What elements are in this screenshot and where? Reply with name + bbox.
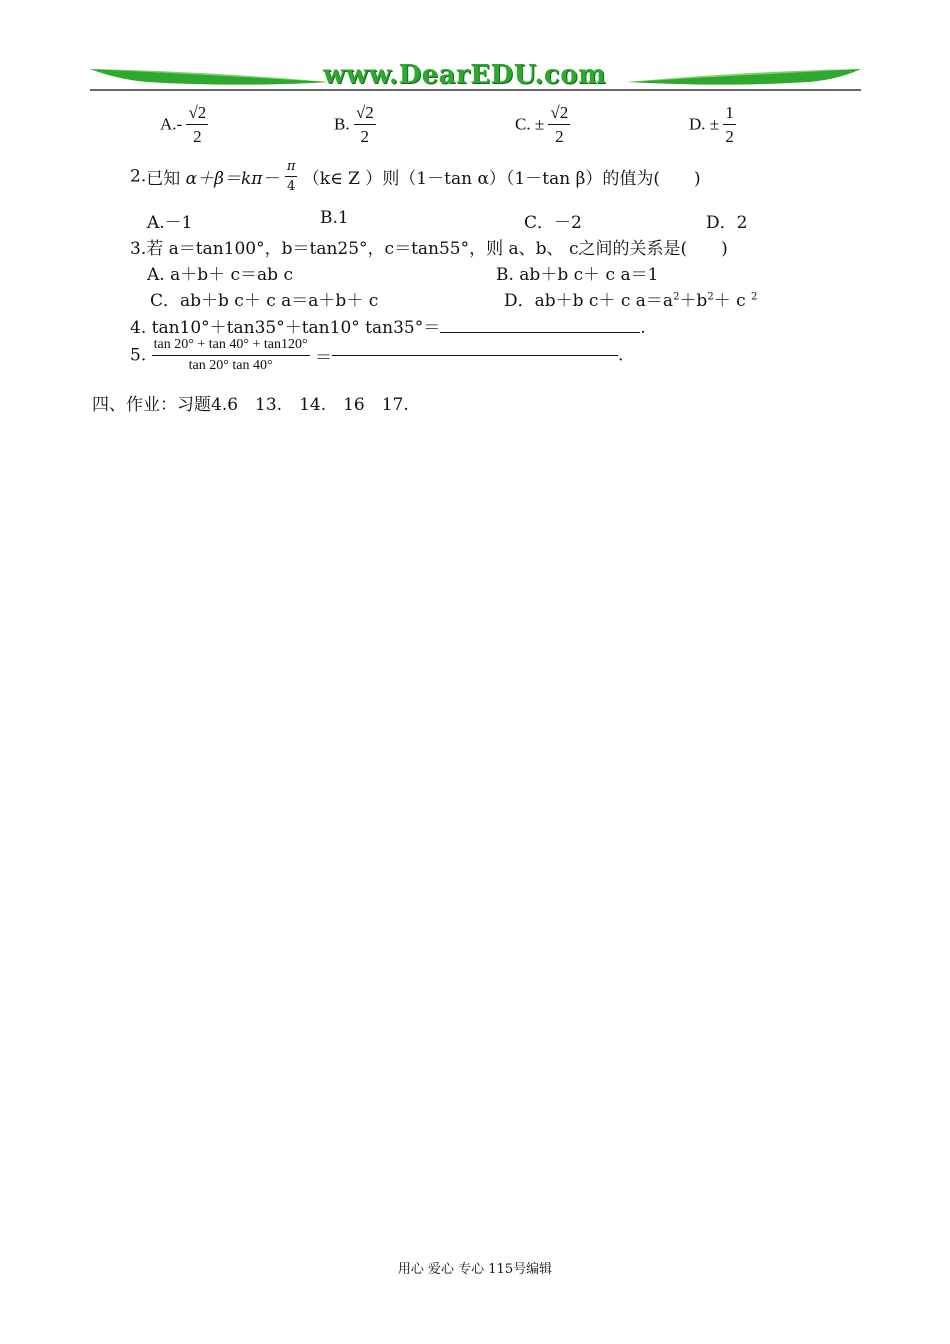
q2-k-pi: kπ－ [240, 169, 280, 189]
q1-option-a-den: 2 [193, 127, 202, 146]
q1-option-b-fraction: $\frac{√2}{2}$ [355, 103, 374, 146]
q2-option-c: C．－2 [524, 213, 582, 233]
q4-line [130, 313, 646, 338]
q1-option-a-num: 2 [197, 103, 207, 122]
q2-frac-num: π [285, 160, 298, 177]
q1-option-d-den: 2 [725, 127, 734, 146]
homework-line: 四、作业：习题4.6 13. 14. 16 17. [92, 395, 409, 415]
q1-option-a-fraction: $\frac{√2}{2}$ [188, 103, 207, 146]
q2-alpha-beta: α＋β＝ [185, 169, 241, 189]
q4-stem: 4. tan10°＋tan35°＋tan10° tan35°＝ [130, 318, 441, 338]
q3-option-d-prefix: D．ab＋b c＋ c a＝a [504, 291, 674, 311]
q2-pi-fraction [285, 160, 298, 193]
q1-option-d-num: 1 [723, 104, 736, 125]
q1-option-c [515, 104, 570, 145]
q3-option-d-mid: ＋b [679, 291, 708, 311]
q5-answer-blank[interactable] [332, 355, 618, 356]
q1-option-c-num: 2 [559, 103, 569, 122]
q3-option-d-sup-a: 2 [673, 291, 680, 303]
q1-option-b-num: 2 [365, 103, 374, 122]
q5-frac-den: tan 20° tan 40° [188, 358, 273, 373]
q3-option-d-end: ＋ c [713, 291, 746, 311]
q3-option-d-sup-c: 2 [751, 291, 758, 303]
q1-option-b-den: 2 [360, 127, 370, 146]
q2-stem-suffix: 则（1－tan α）（1－tan β）的值为( ) [382, 169, 701, 189]
q1-option-b [334, 104, 376, 145]
q5-line [130, 338, 623, 373]
site-logo-text: www.DearEDU.com [323, 60, 607, 90]
q1-option-d-fraction [723, 104, 736, 145]
q1-option-d [689, 104, 736, 145]
q1-option-c-fraction: $\frac{√2}{2}$ [550, 103, 569, 146]
q1-option-c-den: 2 [555, 127, 564, 146]
q2-number: 2. [130, 166, 147, 187]
q2-stem [130, 160, 701, 193]
q2-condition: （k∈ Z ） [302, 169, 383, 189]
q3-option-c: C．ab＋b c＋ c a＝a＋b＋ c [150, 291, 379, 311]
q4-end: . [640, 318, 646, 338]
q1-option-b-label: B. [334, 114, 350, 134]
q1-option-a-label: A.- [160, 114, 183, 134]
q3-stem: 3.若 a＝tan100°，b＝tan25°，c＝tan55°，则 a、b、 c之间的关系是( ) [130, 239, 728, 259]
q1-option-a [160, 104, 208, 145]
q2-stem-prefix: 已知 [146, 169, 186, 189]
header-banner [88, 60, 863, 96]
q1-option-c-label: C. ± [515, 114, 545, 134]
q2-frac-den: 4 [286, 179, 296, 194]
q2-option-d: D．2 [706, 213, 748, 233]
q2-option-b: B.1 [320, 208, 349, 228]
q5-number: 5. [130, 345, 147, 366]
q2-option-a: A.－1 [147, 213, 193, 233]
q3-option-b: B. ab＋b c＋ c a＝1 [496, 265, 659, 285]
q3-option-d-sup-b: 2 [707, 291, 714, 303]
q5-end: . [617, 345, 624, 366]
q4-answer-blank[interactable] [440, 332, 640, 333]
q5-frac-num: tan 20° + tan 40° + tan120° [152, 338, 310, 356]
q3-option-a: A. a＋b＋ c＝ab c [147, 265, 293, 285]
q1-option-d-label: D. ± [689, 114, 720, 134]
q3-option-d [504, 286, 757, 311]
q5-fraction [152, 338, 310, 373]
page-footer: 用心 爱心 专心 115号编辑 [397, 1262, 553, 1277]
q5-equals: ＝ [314, 348, 332, 368]
